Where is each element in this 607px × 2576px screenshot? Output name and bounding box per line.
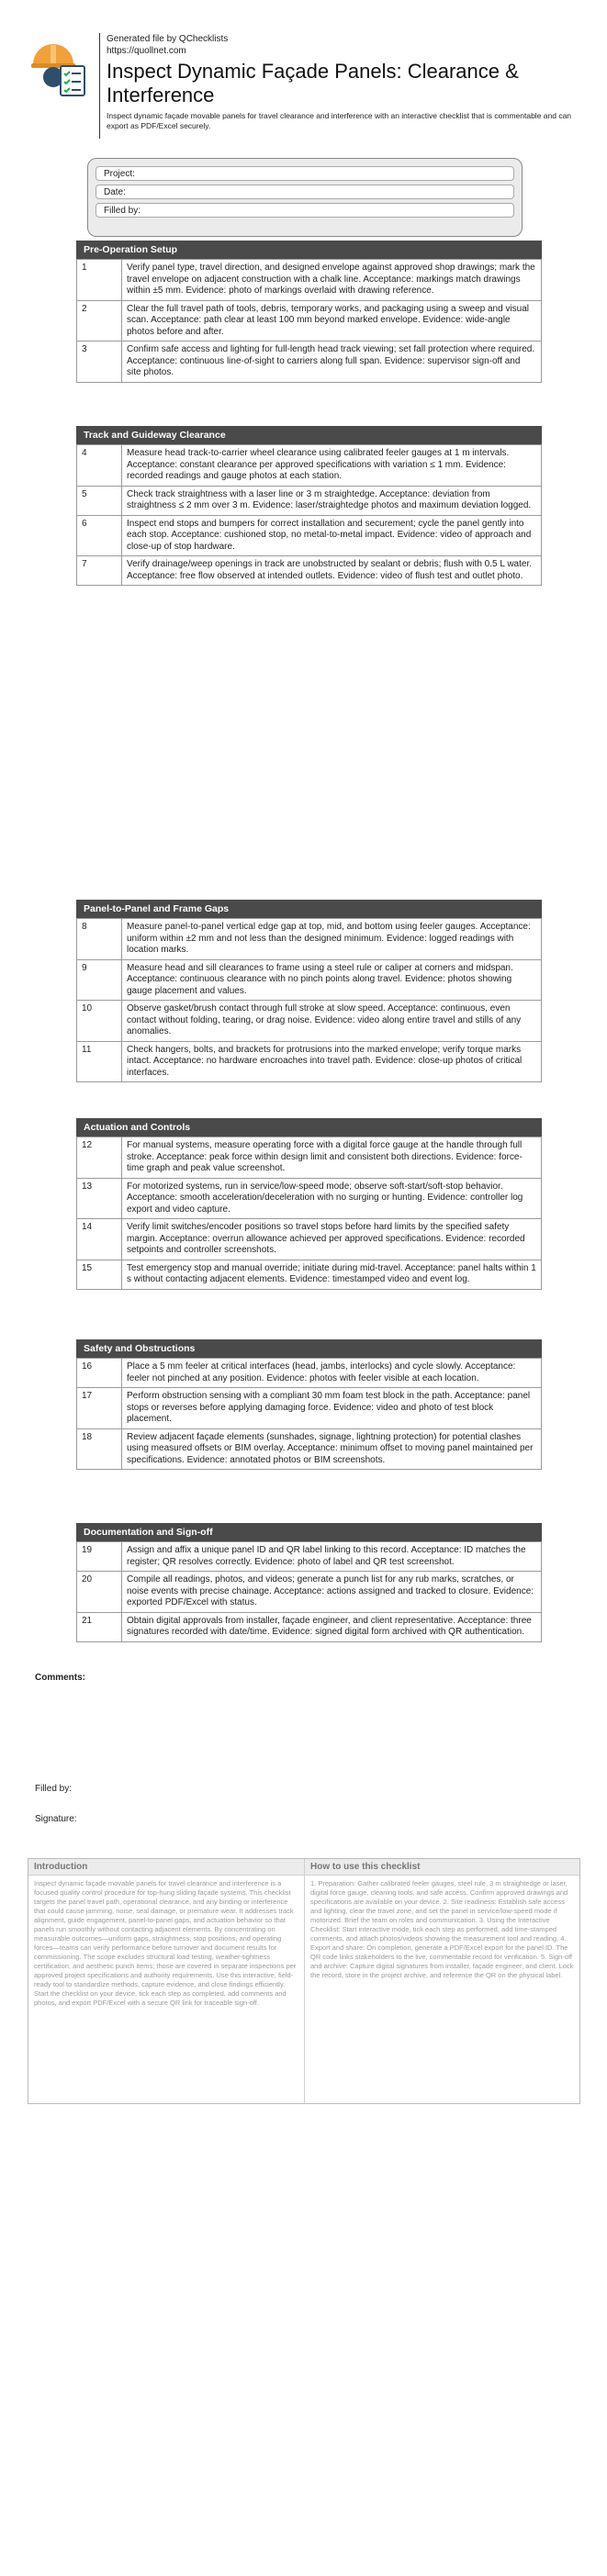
filled-by-field[interactable]: Filled by: [96, 203, 514, 218]
generated-by: Generated file by QChecklists [107, 34, 229, 44]
item-text: For manual systems, measure operating force with a digital force gauge at the handle through full stroke. Acceptance: peak force within design limit and consistent both directions. Evidence: force-time graph and peak value screenshot. [122, 1137, 542, 1179]
header-divider [99, 33, 100, 139]
checklist-row[interactable] [77, 1542, 542, 1572]
section-heading: Panel-to-Panel and Frame Gaps [76, 900, 542, 918]
header-text [107, 33, 575, 131]
checklist-section [76, 241, 542, 383]
checklist-row[interactable] [77, 300, 542, 342]
introduction-heading: Introduction [28, 1859, 304, 1876]
item-text: Measure head track-to-carrier wheel clearance using calibrated feeler gauges at 1 m intervals. Acceptance: constant clearance per approved specifications with variation ≤ 1 mm. Evidence: recorded readings and gauge photos at each station. [122, 445, 542, 487]
item-text: Place a 5 mm feeler at critical interfaces (head, jambs, interlocks) and cycle slowly. Acceptance: feeler not pinched at any position. Evidence: photos with feeler visible at each location. [122, 1359, 542, 1388]
item-text: Verify panel type, travel direction, and designed envelope against approved shop drawings; mark the travel envelope on adjacent construction with a chalk line. Acceptance: markings match drawings within ±5 mm. Evidence: photo of markings overlaid with drawing reference. [122, 260, 542, 301]
filled-by-label: Filled by: [35, 1784, 73, 1794]
section-heading: Documentation and Sign-off [76, 1523, 542, 1541]
checklist-section [76, 900, 542, 1082]
source-url[interactable]: https://quollnet.com [107, 46, 186, 56]
item-text: Obtain digital approvals from installer, façade engineer, and client representative. Acceptance: three signatures recorded with date/time. Evidence: signed digital form archived with QR authentication. [122, 1612, 542, 1641]
item-number: 9 [77, 959, 122, 1001]
item-number: 2 [77, 300, 122, 342]
checklist-row[interactable] [77, 919, 542, 960]
item-number: 7 [77, 556, 122, 586]
checklist-section [76, 1118, 542, 1290]
checklist-row[interactable] [77, 959, 542, 1001]
checklist-table [76, 1137, 542, 1290]
checklist-row[interactable] [77, 1612, 542, 1641]
item-text: Verify limit switches/encoder positions so travel stops before hard limits by the specified safety margin. Acceptance: overrun allowance achieved per approved specifications. Evidence: recorded setpoints and controller screenshots. [122, 1219, 542, 1260]
item-number: 18 [77, 1428, 122, 1470]
section-heading: Safety and Obstructions [76, 1339, 542, 1358]
item-text: Measure head and sill clearances to frame using a steel rule or caliper at corners and midspan. Acceptance: continuous clearance with no pinch points along travel. Evidence: photos showing gauge placement and values. [122, 959, 542, 1001]
section-heading: Pre-Operation Setup [76, 241, 542, 259]
checklist-row[interactable] [77, 1001, 542, 1042]
item-number: 14 [77, 1219, 122, 1260]
introduction-column [28, 1859, 305, 2103]
meta-box [87, 158, 523, 237]
item-text: Confirm safe access and lighting for full-length head track viewing; set fall protection where required. Acceptance: continuous line-of-sight to carriers along full span. Evidence: supervisor sign-off and site photos. [122, 342, 542, 383]
how-to-heading: How to use this checklist [305, 1859, 579, 1876]
item-text: Check track straightness with a laser line or 3 m straightedge. Acceptance: deviation from straightness ≤ 2 mm over 3 m. Evidence: laser/straightedge photos and maximum deviation logged. [122, 486, 542, 515]
section-heading: Actuation and Controls [76, 1118, 542, 1137]
checklist-row[interactable] [77, 260, 542, 301]
checklist-row[interactable] [77, 342, 542, 383]
date-field[interactable]: Date: [96, 185, 514, 199]
signature-label: Signature: [35, 1814, 77, 1824]
checklist-row[interactable] [77, 515, 542, 556]
project-field[interactable]: Project: [96, 166, 514, 181]
checklist-section [76, 1339, 542, 1470]
checklist-row[interactable] [77, 1178, 542, 1219]
info-box [28, 1858, 580, 2104]
checklist-table [76, 918, 542, 1082]
checklist-table [76, 1358, 542, 1470]
item-text: Perform obstruction sensing with a compliant 30 mm foam test block in the path. Acceptance: panel stops or reverses before applying damaging force. Evidence: video and photo of test block placement. [122, 1388, 542, 1429]
item-number: 4 [77, 445, 122, 487]
item-text: Test emergency stop and manual override; initiate during mid-travel. Acceptance: panel halts within 1 s without contacting adjacent elements. Evidence: timestamped video and event log. [122, 1260, 542, 1289]
checklist-table [76, 444, 542, 586]
checklist-row[interactable] [77, 486, 542, 515]
item-text: Check hangers, bolts, and brackets for protrusions into the marked envelope; verify torque marks intact. Acceptance: no hardware encroaches into travel path. Evidence: close-up photos of critical interfaces. [122, 1041, 542, 1082]
page-subtitle: Inspect dynamic façade movable panels for travel clearance and interference with an interactive checklist that is commentable and can export as PDF/Excel securely. [107, 111, 572, 130]
checklist-row[interactable] [77, 1428, 542, 1470]
checklist-row[interactable] [77, 1219, 542, 1260]
comments-label: Comments: [35, 1673, 86, 1683]
checklist-row[interactable] [77, 1041, 542, 1082]
item-text: For motorized systems, run in service/low-speed mode; observe soft-start/soft-stop behavior. Acceptance: smooth acceleration/deceleration with no surging or hunting. Evidence: controller log export and video capture. [122, 1178, 542, 1219]
item-number: 5 [77, 486, 122, 515]
checklist-table [76, 1541, 542, 1642]
item-text: Verify drainage/weep openings in track are unobstructed by sealant or debris; flush with 0.5 L water. Acceptance: free flow observed at intended outlets. Evidence: video of flush test and outlet photo. [122, 556, 542, 586]
section-heading: Track and Guideway Clearance [76, 426, 542, 444]
item-number: 3 [77, 342, 122, 383]
item-number: 20 [77, 1572, 122, 1613]
item-number: 1 [77, 260, 122, 301]
item-text: Inspect end stops and bumpers for correct installation and securement; cycle the panel gently into each stop. Acceptance: cushioned stop, no metal-to-metal impact. Evidence: video of approach and close-up of stop hardware. [122, 515, 542, 556]
item-number: 11 [77, 1041, 122, 1082]
checklist-row[interactable] [77, 556, 542, 586]
item-number: 21 [77, 1612, 122, 1641]
how-to-text: 1. Preparation: Gather calibrated feeler gauges, steel rule, 3 m straightedge or laser, digital force gauge, cleaning tools, and safe access. Confirm approved drawings and specifications are available on your device. 2. Site readiness: Establish safe access and lighting, clear the travel zone, and set the panel in service/low-speed mode if motorized. Brief the team on roles and communication. 3. Using the Interactive Checklist: Start interactive mode, tick each step as performed, add time-stamped comments, and attach photos/videos showing the measurement tool and reading. 4. Export and share: On completion, generate a PDF/Excel export for the panel ID. The QR code links stakeholders to the live, commentable record for verification. 5. Sign-off and archive: Capture digital signatures from installer, façade engineer, and client. Lock the record, store in the project archive, and reference the QR on the physical label. [310, 1879, 574, 1979]
checklist-row[interactable] [77, 1388, 542, 1429]
checklist-table [76, 259, 542, 383]
page-title: Inspect Dynamic Façade Panels: Clearance & Interference [107, 60, 519, 106]
item-number: 13 [77, 1178, 122, 1219]
item-number: 10 [77, 1001, 122, 1042]
item-number: 15 [77, 1260, 122, 1289]
checklist-section [76, 1523, 542, 1642]
checklist-row[interactable] [77, 1572, 542, 1613]
checklist-row[interactable] [77, 1137, 542, 1179]
item-number: 16 [77, 1359, 122, 1388]
checklist-row[interactable] [77, 445, 542, 487]
item-text: Review adjacent façade elements (sunshades, signage, lightning protection) for potential clashes using measured offsets or BIM overlay. Acceptance: minimum offset to moving panel maintained per specifications. Evidence: annotated photos or BIM screenshots. [122, 1428, 542, 1470]
item-text: Observe gasket/brush contact through full stroke at slow speed. Acceptance: continuous, even contact without folding, tearing, or drag noise. Evidence: video along entire travel and stills of any anomalies. [122, 1001, 542, 1042]
item-text: Compile all readings, photos, and videos; generate a punch list for any rub marks, scratches, or noise events with precise chainage. Acceptance: actions assigned and tracked to closure. Evidence: exported PDF/Excel with status. [122, 1572, 542, 1613]
item-text: Clear the full travel path of tools, debris, temporary works, and packaging using a sweep and visual scan. Acceptance: path clear at least 100 mm beyond marked envelope. Evidence: wide-angle photos before and after. [122, 300, 542, 342]
item-number: 6 [77, 515, 122, 556]
item-text: Measure panel-to-panel vertical edge gap at top, mid, and bottom using feeler gauges. Acceptance: uniform within ±2 mm and not less than the designed minimum. Evidence: logged readings with location marks. [122, 919, 542, 960]
checklist-section [76, 426, 542, 586]
item-number: 17 [77, 1388, 122, 1429]
checklist-row[interactable] [77, 1260, 542, 1289]
item-number: 19 [77, 1542, 122, 1572]
checklist-row[interactable] [77, 1359, 542, 1388]
item-number: 12 [77, 1137, 122, 1179]
item-text: Assign and affix a unique panel ID and QR label linking to this record. Acceptance: ID matches the register; QR resolves correctly. Evidence: photo of label and QR test screenshot. [122, 1542, 542, 1572]
how-to-column [305, 1859, 579, 2103]
introduction-text: Inspect dynamic façade movable panels for travel clearance and interference is a focused quality control procedure for top-hung sliding façade systems. This checklist targets the panel travel path, operational clearance, and any binding or interference that could cause jamming, noise, seal damage, or premature wear. It addresses track alignment, guide engagement, panel-to-panel gaps, and actuation behavior so that panels run smoothly without contacting adjacent elements. By concentrating on measurable outcomes—uniform gaps, straightness, stop positions, and operating forces—teams can verify performance before turnover and document results for commissioning. The scope excludes structural load testing, weather-tightness certification, and aesthetic punch items; those are covered in separate inspections per approved project specifications and authority requirements. Use this interactive, field-ready tool to standardize methods, capture evidence, and close findings efficiently. Start the checklist on your device, tick each step as completed, add comments and photos, and export PDF/Excel with a secure QR link for traceable sign-off. [34, 1879, 297, 2007]
item-number: 8 [77, 919, 122, 960]
company-logo-icon [28, 33, 92, 97]
